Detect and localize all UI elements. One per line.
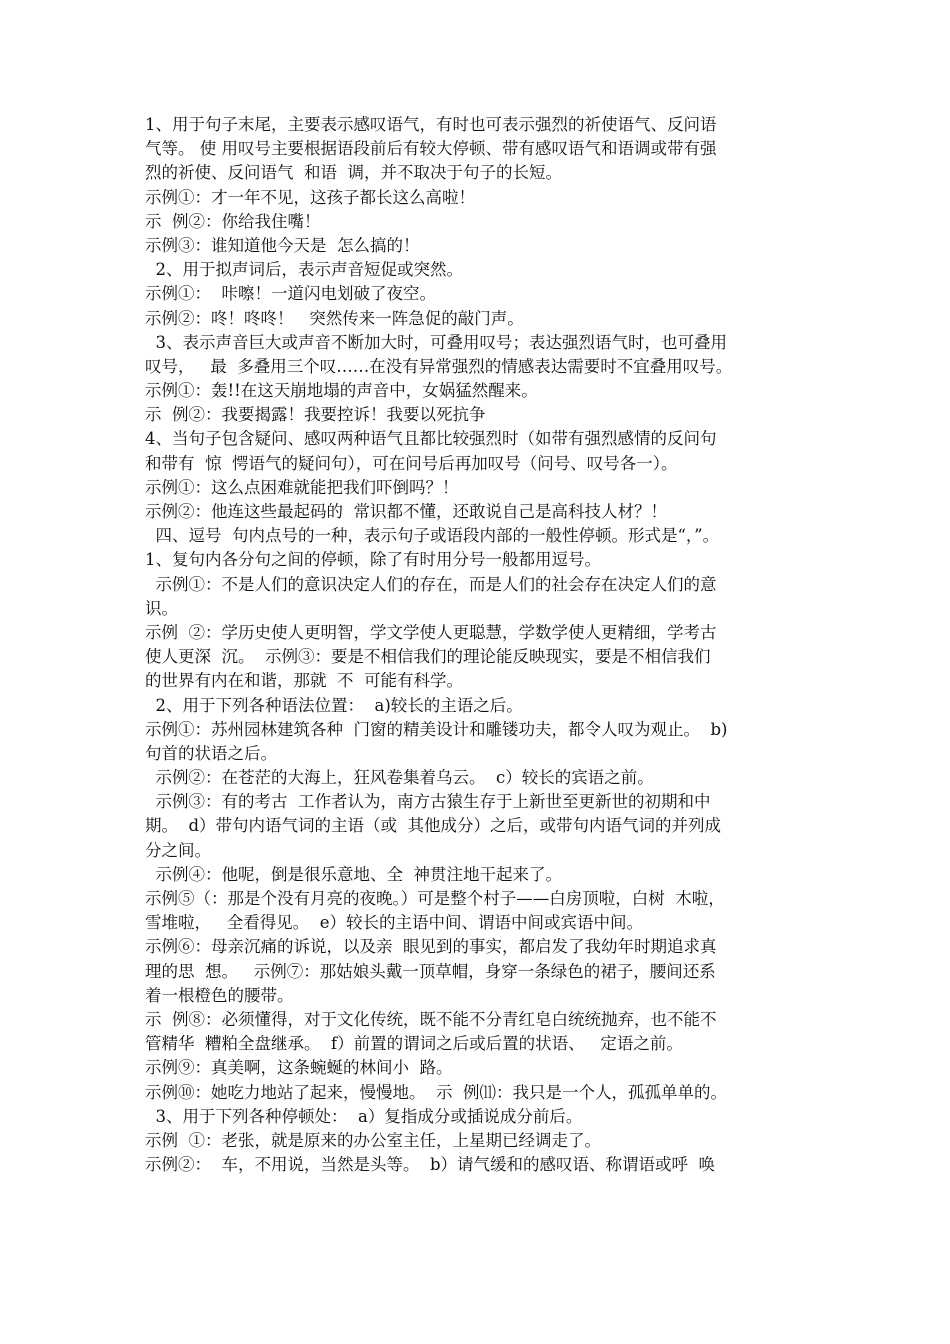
text-line: 示例①：不是人们的意识决定人们的存在，而是人们的社会存在决定人们的意 [145,574,717,594]
text-line: 使人更深 沉。 示例③：要是不相信我们的理论能反映现实，要是不相信我们 [145,647,711,667]
text-line: 期。 d）带句内语气词的主语（或 其他成分）之后，或带句内语气词的并列成 [145,816,722,836]
text-line: 示例②：咚！咚咚！ 突然传来一阵急促的敲门声。 [145,308,524,328]
document-page [145,113,815,1177]
text-line: 4、当句子包含疑问、感叹两种语气且都比较强烈时（如带有强烈感情的反问句 [145,429,717,449]
text-line: 示例③：谁知道他今天是 怎么搞的！ [145,235,420,255]
text-line: 示例⑥：母亲沉痛的诉说，以及亲 眼见到的事实，都启发了我幼年时期追求真 [145,937,717,957]
text-line: 叹号， 最 多叠用三个叹……在没有异常强烈的情感表达需要时不宜叠用叹号。 [145,356,733,376]
text-line: 示例①：轰!!在这天崩地塌的声音中，女娲猛然醒来。 [145,381,538,401]
text-line: 示例⑤（：那是个没有月亮的夜晚。）可是整个村子——白房顶啦，白树 木啦， [145,889,725,908]
text-line: 识。 [145,598,178,618]
text-line: 示例 ②：学历史使人更明智，学文学使人更聪慧，学数学使人更精细，学考古 [145,622,717,642]
text-line: 着一根橙色的腰带。 [145,985,294,1005]
text-line: 2、用于下列各种语法位置： a)较长的主语之后。 [145,695,523,715]
text-line: 示例⑩：她吃力地站了起来，慢慢地。 示 例⑾：我只是一个人，孤孤单单的。 [145,1082,727,1102]
text-line: 示例④：他呢，倒是很乐意地、全 神贯注地干起来了。 [145,864,562,884]
text-line: 分之间。 [145,840,211,860]
text-line: 示 例⑧：必须懂得，对于文化传统，既不能不分青红皂白统统抛弃，也不能不 [145,1009,717,1029]
text-line: 2、用于拟声词后，表示声音短促或突然。 [145,260,463,280]
text-line: 句首的状语之后。 [145,743,277,763]
text-line: 和带有 惊 愕语气的疑问句），可在问号后再加叹号（问号、叹号各一）。 [145,453,678,473]
text-line: 气等。 使 用叹号主要根据语段前后有较大停顿、带有感叹语气和语调或带有强 [145,139,717,159]
text-line: 的世界有内在和谐，那就 不 可能有科学。 [145,671,463,691]
text-line: 1、用于句子末尾，主要表示感叹语气，有时也可表示强烈的祈使语气、反问语 [145,115,717,134]
text-line: 3、用于下列各种停顿处： a）复指成分或插说成分前后。 [145,1106,583,1126]
text-line: 示 例②：你给我住嘴！ [145,211,321,231]
text-line: 示例 ①：老张，就是原来的办公室主任，上星期已经调走了。 [145,1130,601,1150]
text-line: 3、表示声音巨大或声音不断加大时，可叠用叹号；表达强烈语气时，也可叠用 [145,332,727,352]
text-line: 示例②：他连这些最起码的 常识都不懂，还敢说自己是高科技人材？！ [145,502,667,521]
text-line: 示例①：苏州园林建筑各种 门窗的精美设计和雕镂功夫，都令人叹为观止。 b) [145,719,728,739]
text-line: 示例②： 车，不用说，当然是头等。 b）请气缓和的感叹语、称谓语或呼 唤 [145,1155,716,1175]
text-line: 雪堆啦， 全看得见。 e）较长的主语中间、谓语中间或宾语中间。 [145,913,643,933]
text-line: 示例①：这么点困难就能把我们吓倒吗？！ [145,477,459,497]
text-line: 1、复句内各分句之间的停顿，除了有时用分号一般都用逗号。 [145,550,601,570]
text-line: 示例③：有的考古 工作者认为，南方古猿生存于上新世至更新世的初期和中 [145,792,711,812]
text-line: 示例①： 咔嚓！一道闪电划破了夜空。 [145,284,436,304]
text-line: 示例①：才一年不见，这孩子都长这么高啦！ [145,187,475,207]
text-line: 示例②：在苍茫的大海上，狂风卷集着乌云。 c）较长的宾语之前。 [145,768,654,788]
text-line: 烈的祈使、反问语气 和语 调，并不取决于句子的长短。 [145,163,562,183]
text-line: 管精华 糟粕全盘继承。 f）前置的谓词之后或后置的状语、 定语之前。 [145,1034,683,1054]
text-line: 四、逗号 句内点号的一种，表示句子或语段内部的一般性停顿。形式是“，”。 [145,526,720,546]
text-line: 示例⑨：真美啊，这条蜿蜒的林间小 路。 [145,1058,453,1078]
text-line: 示 例②：我要揭露！我要控诉！我要以死抗争 [145,405,486,425]
text-line: 理的思 想。 示例⑦：那姑娘头戴一顶草帽，身穿一条绿色的裙子，腰间还系 [145,961,716,981]
